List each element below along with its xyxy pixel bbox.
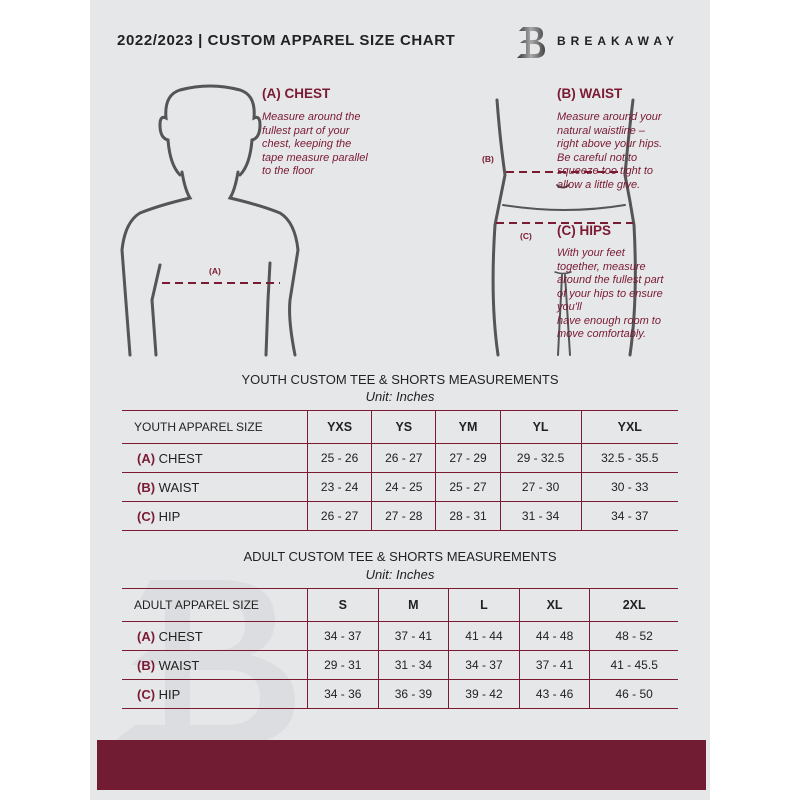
table-cell: 26 - 27 (372, 444, 436, 473)
table-row (122, 502, 678, 531)
table-cell: 25 - 27 (436, 473, 500, 502)
table-cell: 43 - 46 (519, 680, 590, 709)
table-cell: 29 - 31 (308, 651, 379, 680)
size-chart-page (90, 0, 710, 800)
hips-marker-label: (C) (520, 231, 532, 241)
table-cell: 27 - 29 (436, 444, 500, 473)
size-column-header: L (449, 589, 520, 622)
size-column-header: YL (500, 411, 581, 444)
table-cell: 27 - 28 (372, 502, 436, 531)
measurement-label (122, 444, 308, 473)
table-cell: 25 - 26 (308, 444, 372, 473)
footer-band (97, 740, 706, 790)
size-column-header: M (378, 589, 449, 622)
measurement-name: WAIST (158, 479, 200, 495)
measurement-name: CHEST (158, 450, 203, 466)
measurement-code: (B) (137, 479, 156, 495)
size-column-header: S (308, 589, 379, 622)
youth-size-table (122, 410, 678, 531)
measurement-name: CHEST (158, 628, 203, 644)
table-cell: 34 - 37 (449, 651, 520, 680)
table-cell: 28 - 31 (436, 502, 500, 531)
waist-marker-label: (B) (482, 154, 494, 164)
table-cell: 37 - 41 (519, 651, 590, 680)
measurement-code: (C) (137, 508, 156, 524)
table-cell: 41 - 44 (449, 622, 520, 651)
table-header-row (122, 411, 678, 444)
measurement-name: WAIST (158, 657, 200, 673)
measurement-code: (C) (137, 686, 156, 702)
table-cell: 32.5 - 35.5 (581, 444, 678, 473)
size-column-header: 2XL (590, 589, 678, 622)
adult-table-title: ADULT CUSTOM TEE & SHORTS MEASUREMENTS (243, 549, 557, 564)
size-column-header: YXS (308, 411, 372, 444)
table-cell: 27 - 30 (500, 473, 581, 502)
table-cell: 34 - 37 (581, 502, 678, 531)
size-label-header: YOUTH APPAREL SIZE (122, 411, 308, 444)
chest-marker-label: (A) (209, 266, 221, 276)
table-row (122, 680, 678, 709)
adult-size-table (122, 588, 678, 709)
waist-description: Measure around your natural waistline – right above your hips. Be careful not to squeeze too tight to allow a little give. (557, 111, 663, 191)
table-cell: 34 - 36 (308, 680, 379, 709)
measurement-label (122, 502, 308, 531)
table-cell: 24 - 25 (372, 473, 436, 502)
waist-heading: (B) WAIST (557, 86, 623, 101)
table-cell: 39 - 42 (449, 680, 520, 709)
table-row (122, 651, 678, 680)
table-cell: 37 - 41 (378, 622, 449, 651)
youth-table-title: YOUTH CUSTOM TEE & SHORTS MEASUREMENTS (241, 372, 559, 387)
measurement-name: HIP (158, 686, 181, 702)
table-cell: 41 - 45.5 (590, 651, 678, 680)
youth-unit: Unit: Inches (365, 389, 435, 404)
measurement-label (122, 473, 308, 502)
table-cell: 44 - 48 (519, 622, 590, 651)
table-row (122, 622, 678, 651)
table-cell: 31 - 34 (378, 651, 449, 680)
table-cell: 26 - 27 (308, 502, 372, 531)
size-label-header: ADULT APPAREL SIZE (122, 589, 308, 622)
table-cell: 34 - 37 (308, 622, 379, 651)
adult-unit: Unit: Inches (365, 567, 435, 582)
measurement-label (122, 622, 308, 651)
page-title: 2022/2023 | CUSTOM APPAREL SIZE CHART (117, 32, 456, 49)
hips-heading: (C) HIPS (557, 223, 611, 238)
table-cell: 48 - 52 (590, 622, 678, 651)
table-header-row (122, 589, 678, 622)
measurement-name: HIP (158, 508, 181, 524)
table-cell: 29 - 32.5 (500, 444, 581, 473)
size-column-header: YXL (581, 411, 678, 444)
measurement-code: (B) (137, 657, 156, 673)
measurement-label (122, 680, 308, 709)
table-cell: 31 - 34 (500, 502, 581, 531)
table-row (122, 444, 678, 473)
table-cell: 46 - 50 (590, 680, 678, 709)
table-cell: 36 - 39 (378, 680, 449, 709)
hips-description: With your feet together, measure around the fullest part of your hips to ensure you'll have enough room to move comfortably. (557, 247, 664, 340)
size-column-header: YM (436, 411, 500, 444)
measurement-code: (A) (137, 628, 156, 644)
table-row (122, 473, 678, 502)
size-column-header: YS (372, 411, 436, 444)
brand-name: BREAKAWAY (557, 34, 679, 48)
size-column-header: XL (519, 589, 590, 622)
table-cell: 30 - 33 (581, 473, 678, 502)
table-cell: 23 - 24 (308, 473, 372, 502)
chest-description: Measure around the fullest part of your chest, keeping the tape measure parallel to the floor (262, 111, 368, 177)
chest-heading: (A) CHEST (262, 86, 331, 101)
measurement-label (122, 651, 308, 680)
measurement-code: (A) (137, 450, 156, 466)
